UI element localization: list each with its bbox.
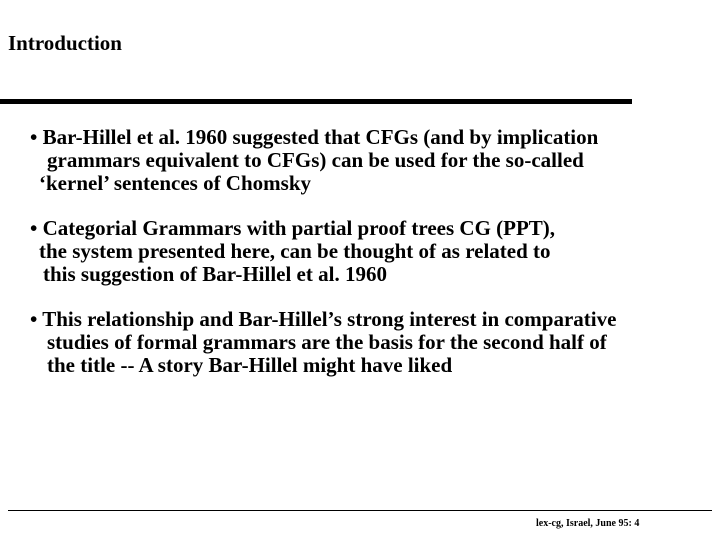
bullet-line: this suggestion of Bar-Hillel et al. 1960	[43, 262, 387, 286]
bullet-line: the system presented here, can be thought of as related to	[39, 239, 551, 263]
bullet-line: • Bar-Hillel et al. 1960 suggested that CFGs (and by implication	[30, 125, 599, 149]
title-divider	[0, 99, 632, 104]
slide-footer: lex-cg, Israel, June 95: 4	[536, 518, 640, 529]
bullet-line: • Categorial Grammars with partial proof trees CG (PPT),	[30, 216, 556, 240]
bullet-line: studies of formal grammars are the basis for the second half of	[47, 330, 607, 354]
bullet-item	[30, 217, 555, 286]
bullet-item	[30, 126, 598, 195]
bullet-line: the title -- A story Bar-Hillel might have liked	[47, 353, 453, 377]
bullet-line: grammars equivalent to CFGs) can be used for the so-called	[47, 148, 584, 172]
bullet-item	[30, 308, 616, 377]
bullet-line: ‘kernel’ sentences of Chomsky	[39, 171, 311, 195]
bullet-line: • This relationship and Bar-Hillel’s strong interest in comparative	[30, 307, 617, 331]
slide-title: Introduction	[8, 31, 122, 55]
footer-divider	[8, 510, 712, 511]
